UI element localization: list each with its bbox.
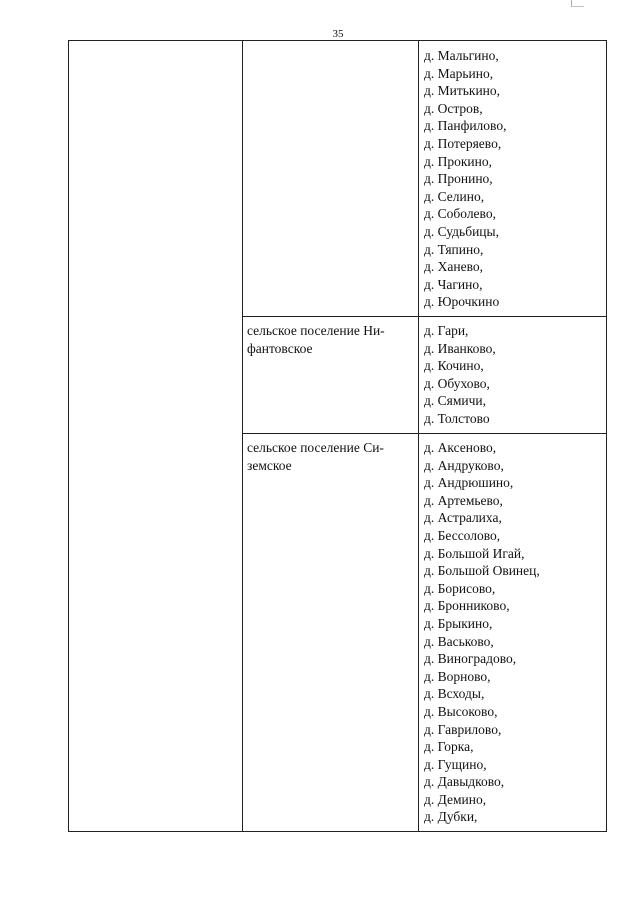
scan-corner-mark bbox=[571, 0, 584, 7]
village-list-item: д. Иванково, bbox=[424, 340, 496, 356]
village-list-item: д. Астралиха, bbox=[424, 510, 502, 526]
village-list-item: д. Борисово, bbox=[424, 580, 496, 596]
village-list-item: д. Гаврилово, bbox=[424, 721, 502, 737]
settlements-table bbox=[68, 40, 607, 832]
village-list-item: д. Большой Игай, bbox=[424, 545, 525, 561]
village-list-item: д. Селино, bbox=[424, 188, 485, 204]
village-list-item: д. Дубки, bbox=[424, 809, 478, 825]
village-list-item: д. Высоково, bbox=[424, 703, 498, 719]
village-list-item: д. Бессолово, bbox=[424, 527, 501, 543]
village-list-item: д. Давыдково, bbox=[424, 774, 505, 790]
village-list-item: д. Чагино, bbox=[424, 276, 483, 292]
village-list-item: д. Панфилово, bbox=[424, 118, 507, 134]
village-list-item: д. Прокино, bbox=[424, 153, 493, 169]
village-list-item: д. Андрюшино, bbox=[424, 475, 514, 491]
table-row bbox=[69, 41, 607, 317]
village-list-item: д. Гари, bbox=[424, 323, 469, 338]
village-list-item: д. Бронниково, bbox=[424, 598, 510, 614]
village-list-item: д. Горка, bbox=[424, 739, 474, 755]
village-list-item: д. Юрочкино bbox=[424, 294, 500, 310]
villages-cell bbox=[419, 317, 607, 434]
village-list-item: д. Потеряево, bbox=[424, 135, 502, 151]
settlement-name-line: сельское поселение Си- bbox=[247, 440, 384, 455]
settlement-name-line: земское bbox=[247, 457, 292, 473]
district-cell bbox=[69, 41, 243, 832]
village-list-item: д. Мальгино, bbox=[424, 48, 499, 63]
village-list-item: д. Демино, bbox=[424, 791, 487, 807]
village-list-item: д. Аксеново, bbox=[424, 440, 497, 455]
village-list-item: д. Обухово, bbox=[424, 375, 490, 391]
village-list-item: д. Сямичи, bbox=[424, 393, 486, 409]
village-list-item: д. Андруково, bbox=[424, 457, 504, 473]
villages-cell bbox=[419, 434, 607, 832]
settlement-cell bbox=[243, 317, 419, 434]
village-list-item: д. Толстово bbox=[424, 410, 490, 426]
settlement-cell bbox=[243, 434, 419, 832]
settlement-name-line: фантовское bbox=[247, 340, 313, 356]
village-list-item: д. Ханево, bbox=[424, 259, 483, 275]
village-list-item: д. Тяпино, bbox=[424, 241, 484, 257]
village-list-item: д. Ворново, bbox=[424, 668, 491, 684]
village-list-item: д. Большой Овинец, bbox=[424, 563, 540, 579]
village-list-item: д. Артемьево, bbox=[424, 492, 503, 508]
village-list-item: д. Васьково, bbox=[424, 633, 494, 649]
village-list-item: д. Всходы, bbox=[424, 686, 485, 702]
village-list-item: д. Пронино, bbox=[424, 171, 493, 187]
page-number: 35 bbox=[332, 28, 344, 40]
village-list-item: д. Митькино, bbox=[424, 83, 501, 99]
villages-cell bbox=[419, 41, 607, 317]
village-list-item: д. Остров, bbox=[424, 100, 483, 116]
village-list-item: д. Соболево, bbox=[424, 206, 496, 222]
settlement-cell bbox=[243, 41, 419, 317]
village-list-item: д. Брыкино, bbox=[424, 615, 493, 631]
village-list-item: д. Кочино, bbox=[424, 358, 484, 374]
village-list-item: д. Виноградово, bbox=[424, 651, 517, 667]
village-list-item: д. Марьино, bbox=[424, 65, 494, 81]
settlement-name-line: сельское поселение Ни- bbox=[247, 323, 385, 338]
village-list-item: д. Гущино, bbox=[424, 756, 487, 772]
village-list-item: д. Судьбицы, bbox=[424, 223, 499, 239]
